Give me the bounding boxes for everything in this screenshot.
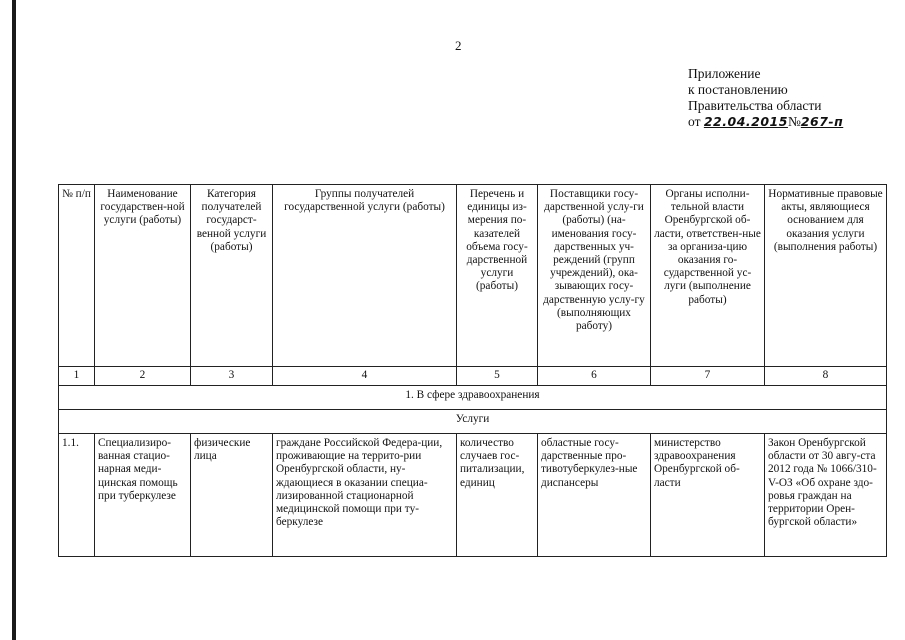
approval-date: 22.04.2015 [703,114,788,129]
date-prefix: от [688,114,701,129]
header-cell-indicators: Перечень и единицы из-мерения по-казателей объема госу-дарственной услуги (работы) [457,185,538,367]
table-row [59,434,887,557]
header-cell-providers: Поставщики госу-дарственной услу-ги (работы) (на-именования госу-дарственных уч-реждений (групп учреждений), ока-зывающих госу-дарственную услу-гу (выполняющих работу) [538,185,651,367]
services-table [58,184,887,557]
approval-block [688,66,843,130]
header-cell-service-name: Наименование государствен-ной услуги (работы) [95,185,191,367]
header-cell-legal-acts: Нормативные правовые акты, являющиеся основанием для оказания услуги (выполнения работы) [765,185,887,367]
page-number: 2 [455,38,462,53]
approval-number: 267-п [800,114,844,129]
column-number: 2 [95,367,191,386]
column-number: 8 [765,367,887,386]
header-cell-number: № п/п [59,185,95,367]
column-number: 6 [538,367,651,386]
number-prefix: № [787,114,801,129]
approval-line-2: к постановлению [688,82,788,97]
column-number-row [59,367,887,386]
row-indicators: количество случаев гос-питализации, единиц [457,434,538,557]
row-service-name: Специализиро-ванная стацио-нарная меди-цинская помощь при туберкулезе [95,434,191,557]
scan-edge [12,0,16,640]
header-cell-authorities: Органы исполни-тельной власти Оренбургской об-ласти, ответствен-ные за организа-цию оказания го-сударственной ус-луги (выполнение работы) [651,185,765,367]
header-cell-recipient-category: Категория получателей государст-венной услуги (работы) [191,185,273,367]
section-title: 1. В сфере здравоохранения [59,386,887,410]
subsection-row [59,410,887,434]
approval-line-1: Приложение [688,66,761,81]
row-providers: областные госу-дарственные про-тивотуберкулез-ные диспансеры [538,434,651,557]
row-authority: министерство здравоохранения Оренбургской об-ласти [651,434,765,557]
column-number: 1 [59,367,95,386]
column-number: 3 [191,367,273,386]
header-row [59,185,887,367]
row-legal-acts: Закон Оренбургской области от 30 авгу-ста 2012 года № 1066/310-V-ОЗ «Об охране здо-ровья граждан на территории Орен-бургской области» [765,434,887,557]
section-row [59,386,887,410]
subsection-title: Услуги [59,410,887,434]
row-recipient-category: физические лица [191,434,273,557]
column-number: 7 [651,367,765,386]
approval-line-3: Правительства области [688,98,822,113]
header-cell-recipient-groups: Группы получателей государственной услуги (работы) [273,185,457,367]
column-number: 4 [273,367,457,386]
row-recipient-groups: граждане Российской Федера-ции, проживающие на террито-рии Оренбургской области, ну-ждающиеся в оказании специа-лизированной стационарной медицинской помощи при ту-беркулезе [273,434,457,557]
column-number: 5 [457,367,538,386]
approval-date-line [688,114,843,130]
row-number: 1.1. [59,434,95,557]
